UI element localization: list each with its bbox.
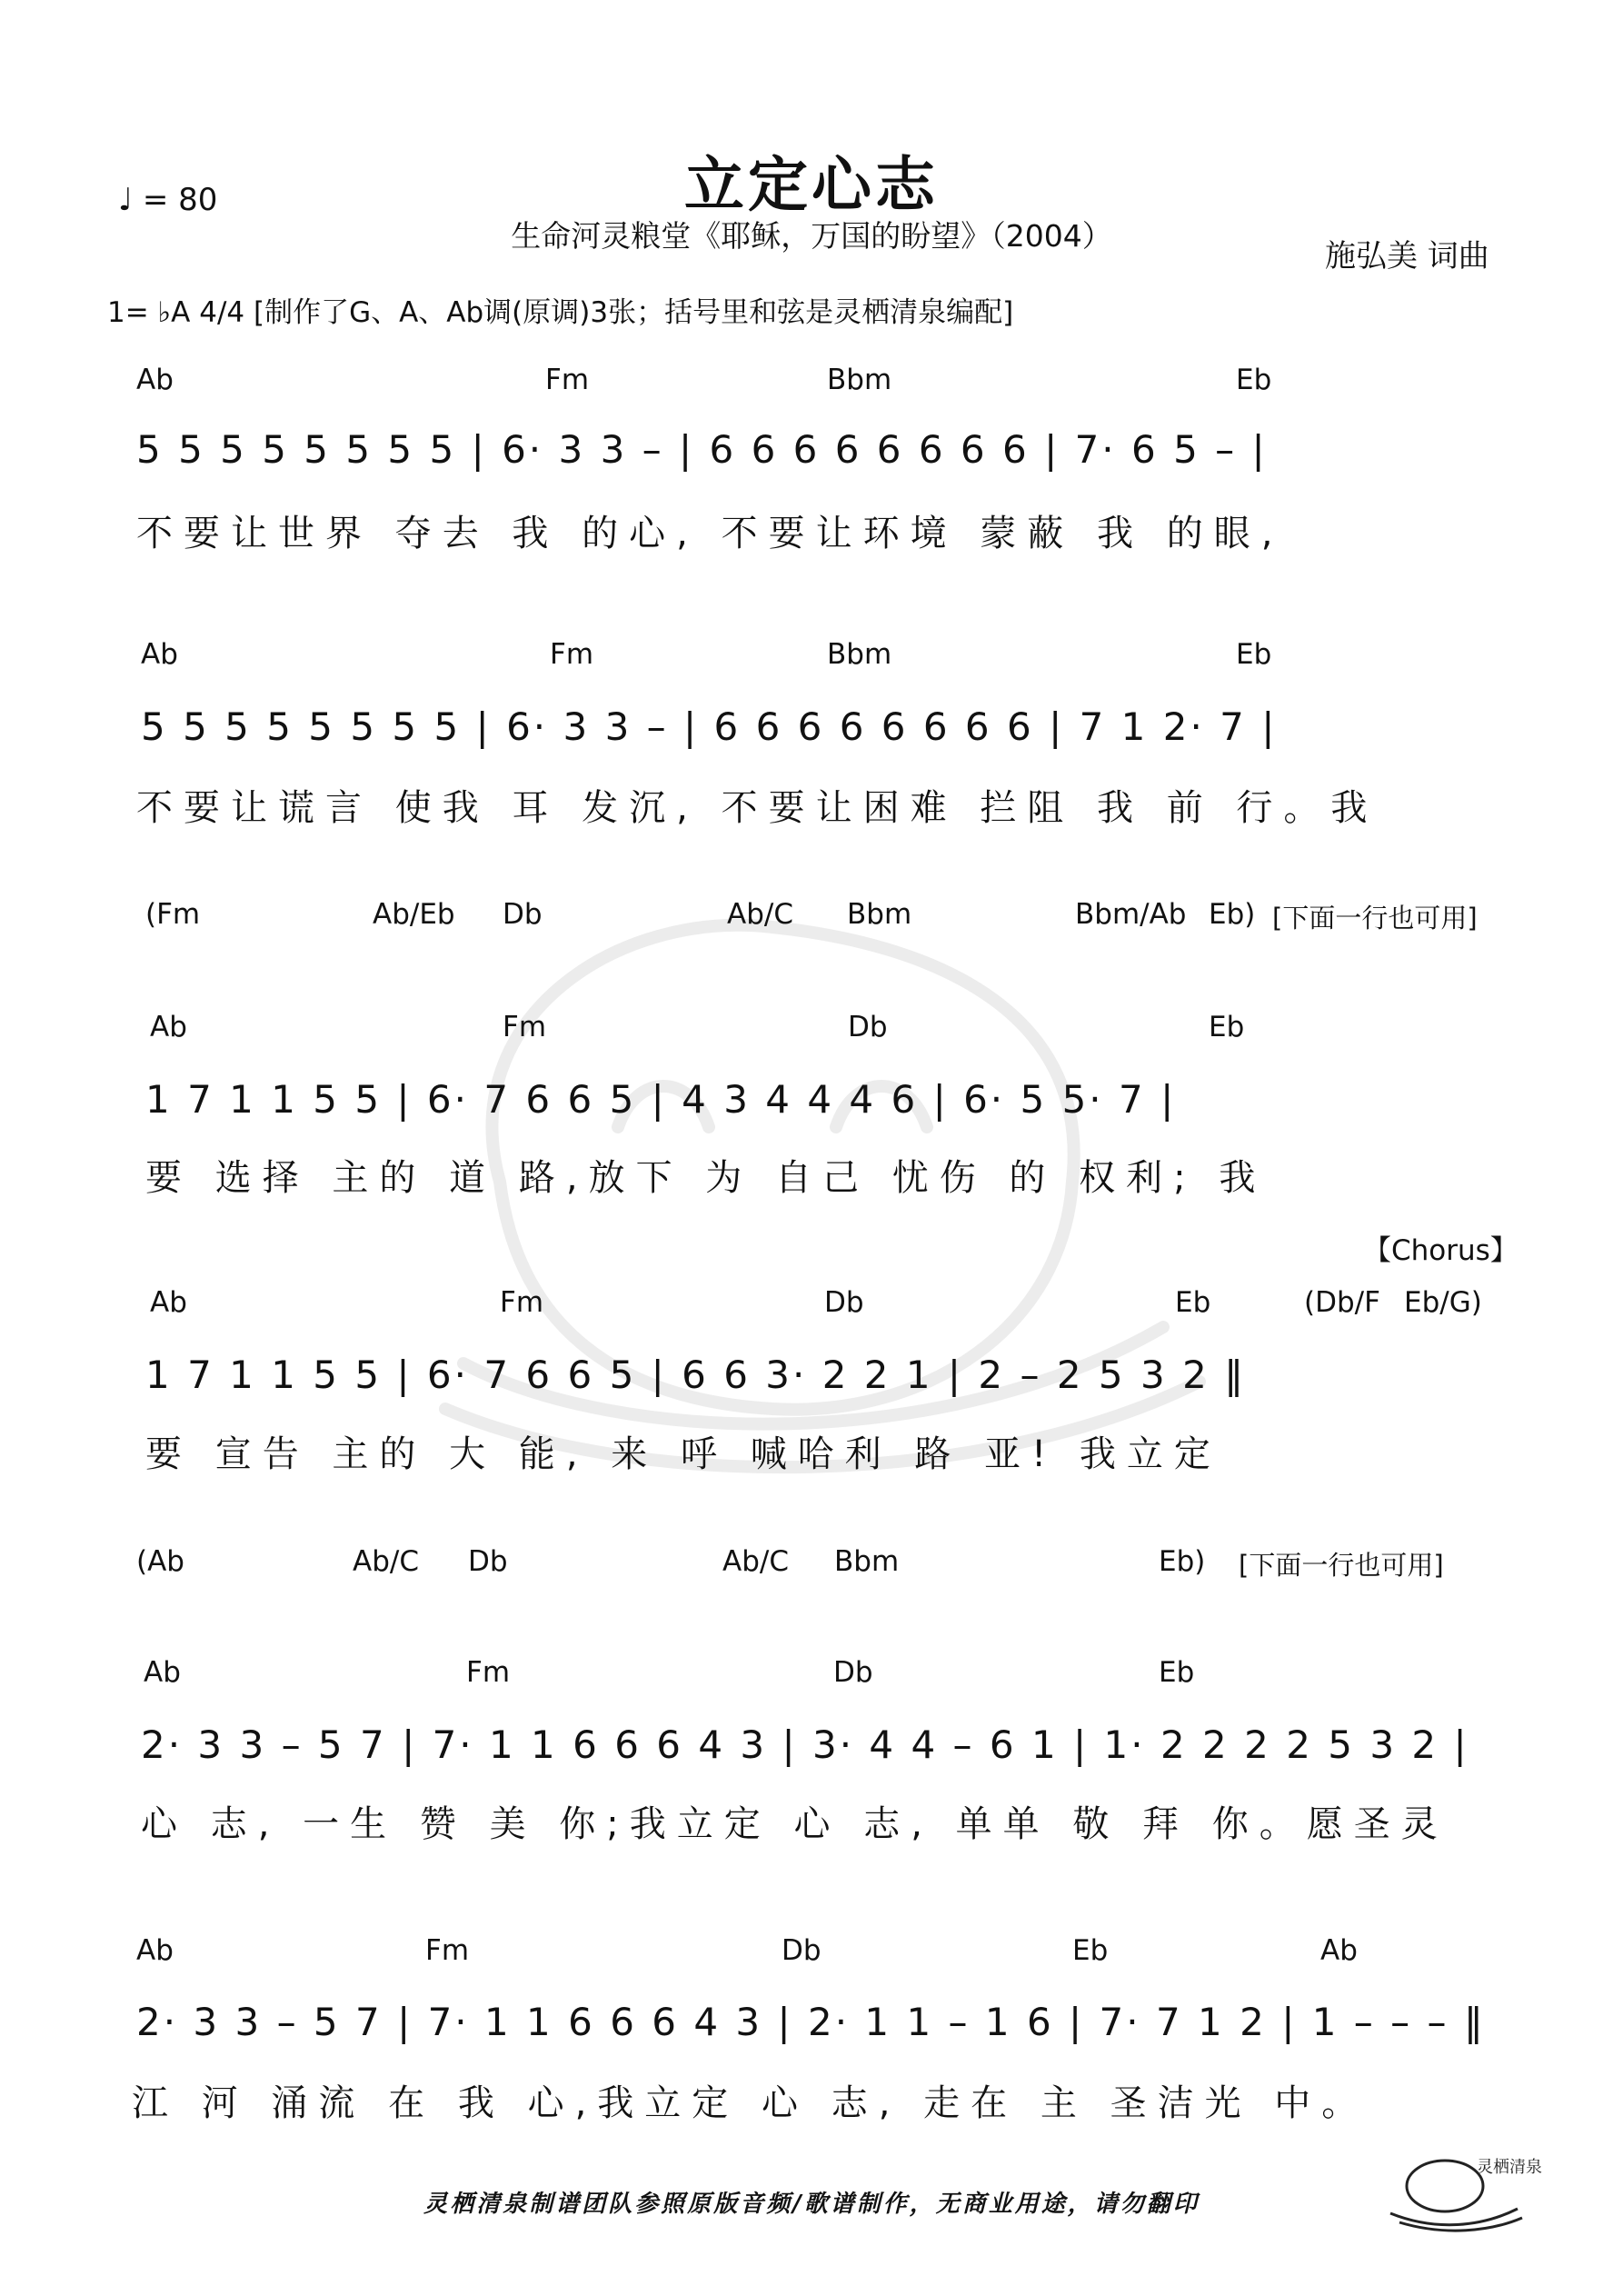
chord-label: Ab — [136, 364, 174, 396]
song-title: 立定心志 — [684, 150, 939, 220]
chord-label: Fm — [466, 1656, 511, 1689]
lyric-line: 江 河 涌流 在 我 心,我立定 心 志, 走在 主 圣洁光 中。 — [132, 2082, 1369, 2124]
chord-label: Bbm — [827, 364, 892, 396]
chord-label: Ab — [144, 1656, 181, 1689]
chord-label: Ab — [1320, 1934, 1358, 1967]
chord-label: Eb — [1236, 364, 1272, 396]
notation-line: 2· 3 3 – 5 7 | 7· 1 1 6 6 6 4 3 | 3· 4 4 – 6 1 | 1· 2 2 2 2 5 3 2 | — [141, 1722, 1469, 1767]
alt-chord-label: Bbm/Ab — [1075, 898, 1187, 931]
chord-label: Ab — [136, 1934, 174, 1967]
key-signature-line: 1= ♭A 4/4 [制作了G、A、Ab调(原调)3张；括号里和弦是灵栖清泉编配] — [107, 296, 1014, 329]
alt-chord-label: Db — [468, 1545, 508, 1578]
alt-chord-label: Ab/C — [353, 1545, 419, 1578]
alt-chord-label: Bbm — [847, 898, 912, 931]
chord-label: Eb — [1175, 1286, 1211, 1319]
chord-label: Db — [782, 1934, 821, 1967]
chord-label: Ab — [141, 638, 178, 671]
chord-label: Bbm — [827, 638, 892, 671]
alt-chord-label: (Fm — [145, 898, 201, 931]
chord-label: Eb — [1209, 1011, 1245, 1043]
alt-chord-label: Eb) — [1159, 1545, 1206, 1578]
chord-label: Db — [824, 1286, 864, 1319]
alt-chord-label: Db — [503, 898, 543, 931]
song-subtitle: 生命河灵粮堂《耶稣，万国的盼望》（2004） — [511, 218, 1112, 254]
alt-chord-note: [下面一行也可用] — [1239, 1550, 1444, 1581]
chord-label: Eb — [1236, 638, 1272, 671]
alt-chord-label: Ab/C — [722, 1545, 789, 1578]
chord-label: Fm — [545, 364, 590, 396]
footer-notice: 灵栖清泉制谱团队参照原版音频/歌谱制作，无商业用途，请勿翻印 — [423, 2191, 1200, 2218]
alt-chord-label: Ab/C — [727, 898, 793, 931]
notation-line: 1 7 1 1 5 5 | 6· 7 6 6 5 | 4 3 4 4 4 6 | 6· 5 5· 7 | — [145, 1077, 1177, 1122]
chord-label: Ab — [150, 1011, 187, 1043]
lyric-line: 要 宣告 主的 大 能, 来 呼 喊哈利 路 亚! 我立定 — [145, 1433, 1221, 1475]
chord-label: Fm — [550, 638, 594, 671]
chord-label: (Db/F — [1304, 1286, 1380, 1319]
chord-label: Eb — [1072, 1934, 1109, 1967]
lyric-line: 不要让世界 夺去 我 的心, 不要让环境 蒙蔽 我 的眼, — [136, 513, 1284, 554]
alt-chord-label: (Ab — [136, 1545, 184, 1578]
chord-label: Eb — [1159, 1656, 1195, 1689]
sheep-logo — [1381, 2136, 1542, 2236]
notation-line: 5 5 5 5 5 5 5 5 | 6· 3 3 – | 6 6 6 6 6 6 6 6 | 7· 6 5 – | — [136, 427, 1268, 472]
chord-label: Ab — [150, 1286, 187, 1319]
notation-line: 1 7 1 1 5 5 | 6· 7 6 6 5 | 6 6 3· 2 2 1 | 2 – 2 5 3 2 ‖ — [145, 1353, 1247, 1397]
notation-line: 5 5 5 5 5 5 5 5 | 6· 3 3 – | 6 6 6 6 6 6 6 6 | 7 1 2· 7 | — [141, 704, 1278, 749]
alt-chord-label: Eb) — [1209, 898, 1256, 931]
alt-chord-note: [下面一行也可用] — [1272, 903, 1478, 933]
chorus-tag: 【Chorus】 — [1363, 1234, 1518, 1267]
chord-label: Fm — [425, 1934, 470, 1967]
chord-label: Db — [833, 1656, 873, 1689]
lyric-line: 心 志, 一生 赞 美 你;我立定 心 志, 单单 敬 拜 你。愿圣灵 — [141, 1803, 1449, 1845]
lyric-line: 要 选择 主的 道 路,放下 为 自己 忧伤 的 权利; 我 — [145, 1157, 1267, 1199]
chord-label: Db — [848, 1011, 888, 1043]
tempo-marking: ♩ = 80 — [118, 182, 218, 218]
lyric-line: 不要让谎言 使我 耳 发沉, 不要让困难 拦阻 我 前 行。我 — [136, 787, 1379, 829]
chord-label: Fm — [500, 1286, 544, 1319]
notation-line: 2· 3 3 – 5 7 | 7· 1 1 6 6 6 4 3 | 2· 1 1 – 1 6 | 7· 7 1 2 | 1 – – – ‖ — [136, 2000, 1486, 2044]
alt-chord-label: Ab/Eb — [373, 898, 455, 931]
chord-label: Fm — [503, 1011, 547, 1043]
alt-chord-label: Bbm — [834, 1545, 900, 1578]
chord-label: Eb/G) — [1404, 1286, 1482, 1319]
logo-text: 灵栖清泉 — [1477, 2158, 1542, 2177]
composer-credit: 施弘美 词曲 — [1325, 238, 1489, 275]
